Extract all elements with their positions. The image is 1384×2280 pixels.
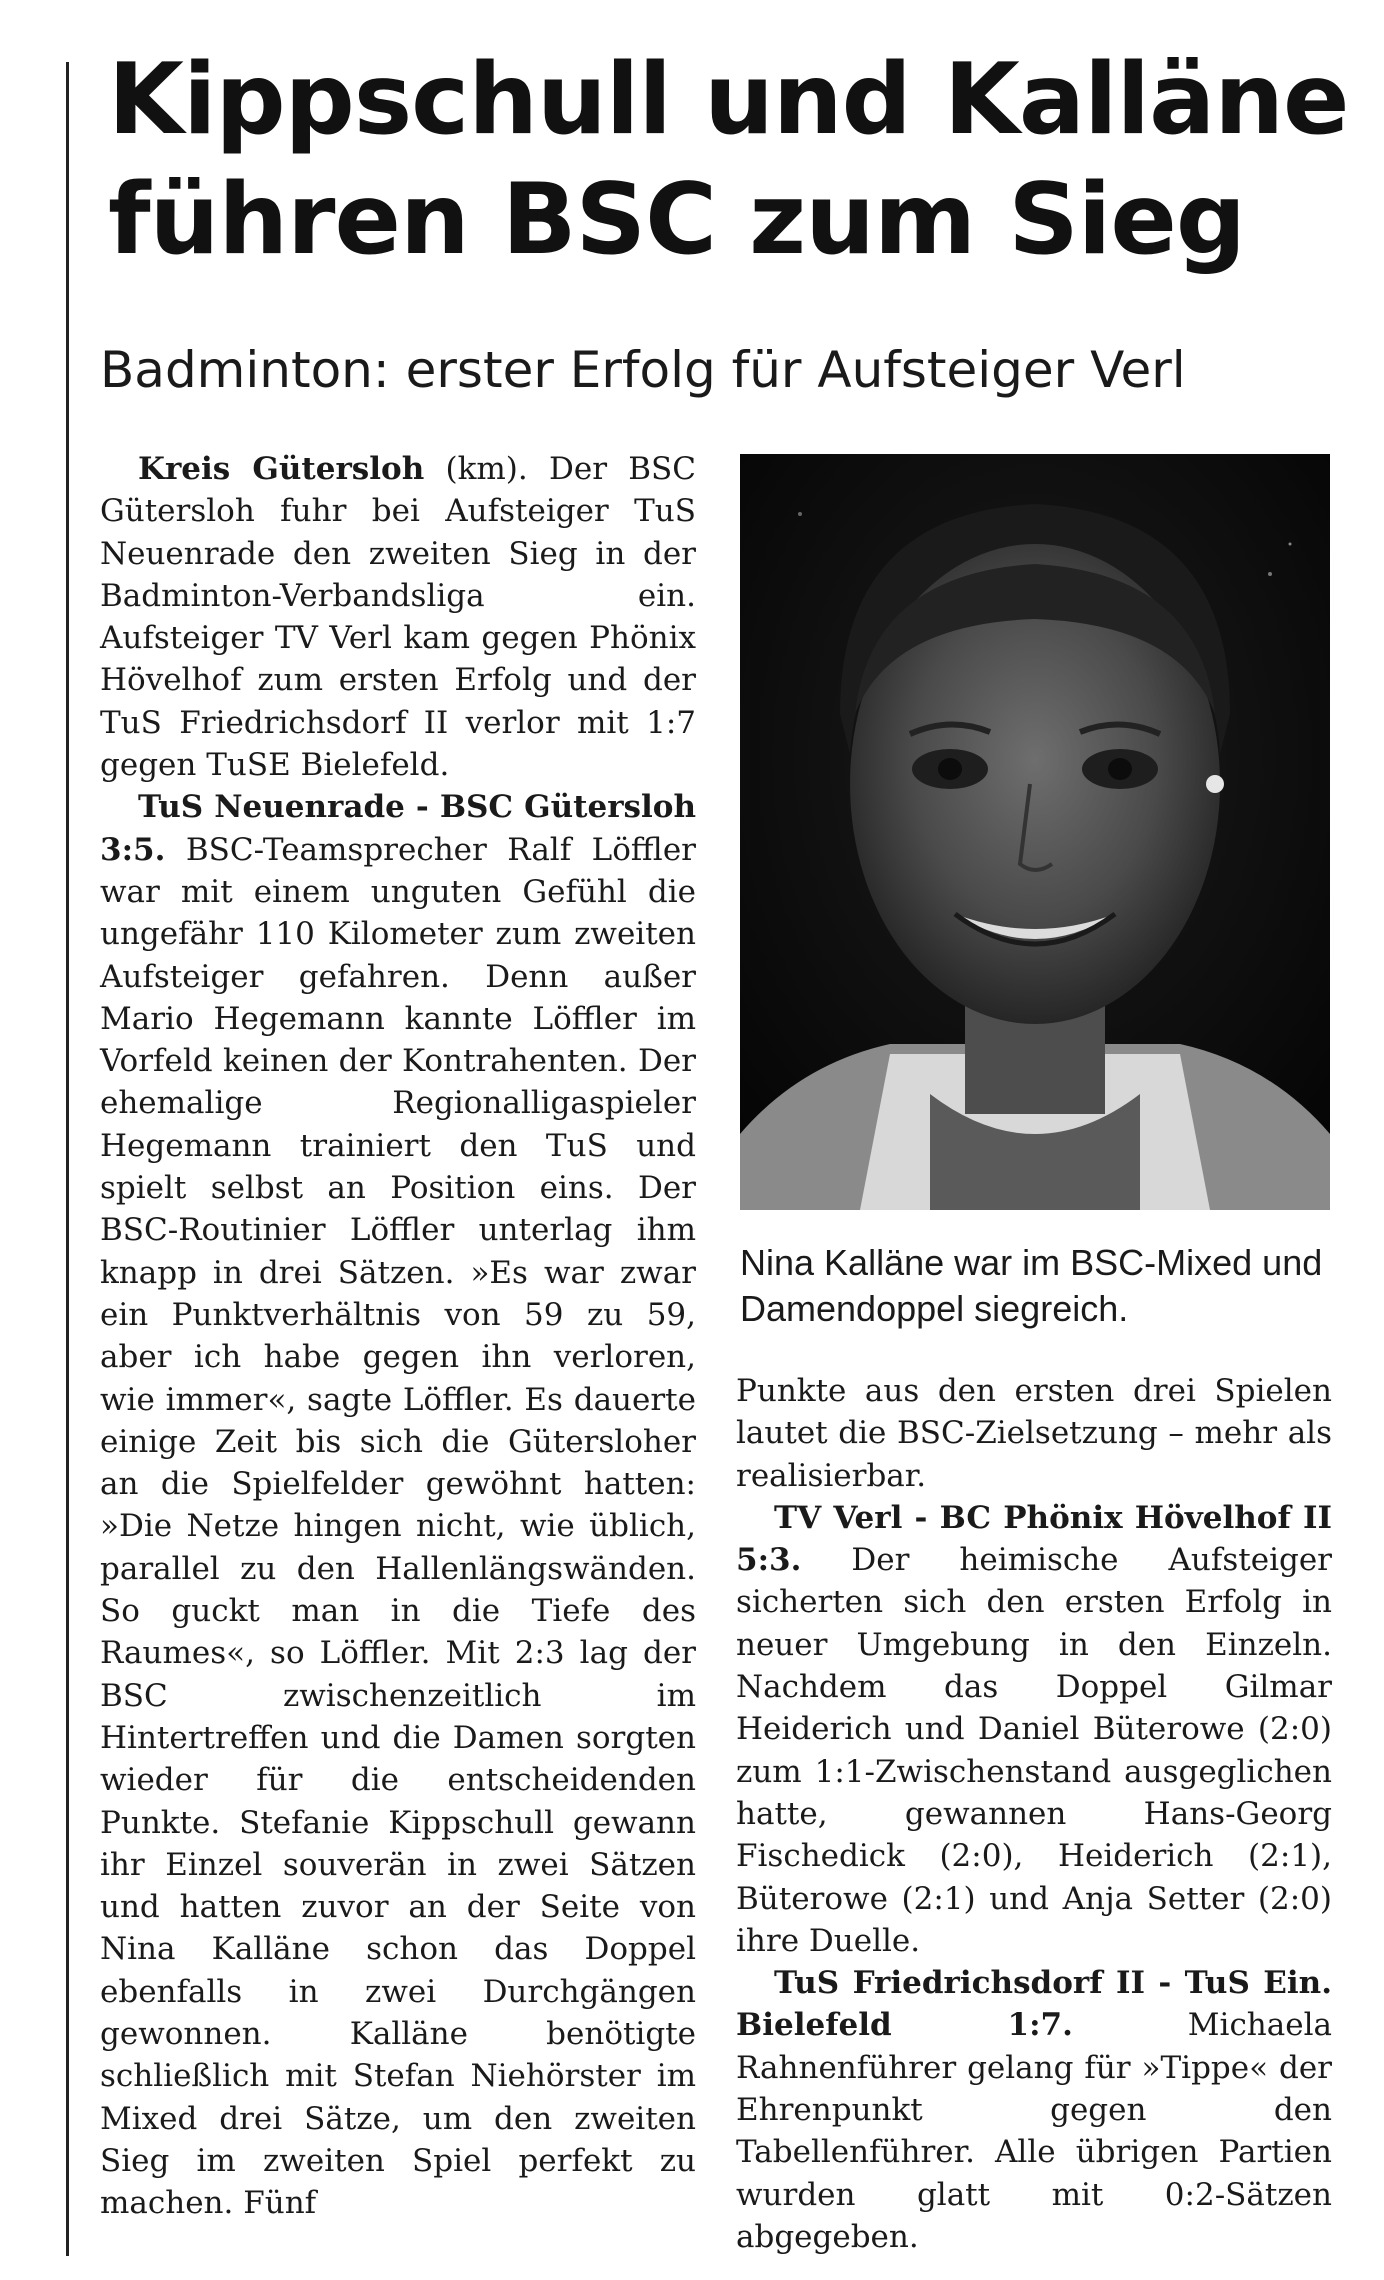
paragraph-lead: TuS Neuenrade - BSC Gütersloh 3:5. xyxy=(100,789,696,868)
headline xyxy=(108,40,1358,280)
photo-caption: Nina Kalläne war im BSC-Mixed und Damendoppel siegreich. xyxy=(740,1242,1323,1329)
headline-line-2: führen BSC zum Sieg xyxy=(108,163,1245,277)
paragraph-text: BSC-Teamsprecher Ralf Löffler war mit einem unguten Gefühl die ungefähr 110 Kilometer zum zweiten Aufsteiger gefahren. Denn außer Mario Hegemann kannte Löffler im Vorfeld keinen der Kontrahenten. Der ehemalige Regionalligaspieler Hegemann trainiert den TuS und spielt selbst an Position eins. Der BSC-Routinier Löffler unterlag ihm knapp in drei Sätzen. »Es war zwar ein Punktverhältnis von 59 zu 59, aber ich habe gegen ihn verloren, wie immer«, sagte Löffler. Es dauerte einige Zeit bis sich die Gütersloher an die Spielfelder gewöhnt hatten: »Die Netze hingen nicht, wie üblich, parallel zu den Hallenlängswänden. So guckt man in die Tiefe des Raumes«, so Löffler. Mit 2:3 lag der BSC zwischenzeitlich im Hintertreffen und die Damen sorgten wieder für die entscheidenden Punkte. Stefanie Kippschull gewann ihr Einzel souverän in zwei Sätzen und hatten zuvor an der Seite von Nina Kalläne schon das Doppel ebenfalls in zwei Durchgängen gewonnen. Kalläne benötigte schließlich mit Stefan Niehörster im Mixed drei Sätze, um den zweiten Sieg im zweiten Spiel perfekt zu machen. Fünf xyxy=(100,831,696,2222)
paragraph-match-friedrichsdorf xyxy=(736,1962,1332,2258)
paragraph-continuation xyxy=(736,1370,1332,1497)
subheadline: Badminton: erster Erfolg für Aufsteiger Verl xyxy=(100,341,1186,399)
paragraph-match-verl xyxy=(736,1497,1332,1962)
headline-line-1: Kippschull und Kalläne xyxy=(108,43,1349,157)
paragraph-text: Der heimische Aufsteiger sicherten sich den ersten Erfolg in neuer Umgebung in den Einzeln. Nachdem das Doppel Gilmar Heiderich und Daniel Büterowe (2:0) zum 1:1-Zwischenstand ausgeglichen hatte, gewannen Hans-Georg Fischedick (2:0), Heiderich (2:1), Büterowe (2:1) und Anja Setter (2:0) ihre Duelle. xyxy=(736,1542,1332,1959)
paragraph-lead: Kreis Gütersloh xyxy=(138,451,425,487)
paragraph-intro xyxy=(100,448,696,786)
player-photo xyxy=(740,454,1330,1210)
article-column-right xyxy=(736,1370,1332,2258)
paragraph-match-neuenrade xyxy=(100,786,696,2224)
paragraph-text: Punkte aus den ersten drei Spielen lautet die BSC-Zielsetzung – mehr als realisierbar. xyxy=(736,1373,1332,1494)
paragraph-lead: TuS Friedrichsdorf II - TuS Ein. Bielefeld 1:7. xyxy=(736,1965,1332,2044)
article-column-left xyxy=(100,448,696,2224)
paragraph-text: (km). Der BSC Gütersloh fuhr bei Aufsteiger TuS Neuenrade den zweiten Sieg in der Badminton-Verbandsliga ein. Aufsteiger TV Verl kam gegen Phönix Hövelhof zum ersten Erfolg und der TuS Friedrichsdorf II verlor mit 1:7 gegen TuSE Bielefeld. xyxy=(100,451,697,784)
portrait-image xyxy=(740,454,1330,1210)
paragraph-text: Michaela Rahnenführer gelang für »Tippe« der Ehrenpunkt gegen den Tabellenführer. Alle übrigen Partien wurden glatt mit 0:2-Sätzen abgegeben. xyxy=(736,2007,1332,2255)
column-rule xyxy=(66,62,69,2256)
paragraph-lead: TV Verl - BC Phönix Hövelhof II 5:3. xyxy=(736,1499,1332,1579)
